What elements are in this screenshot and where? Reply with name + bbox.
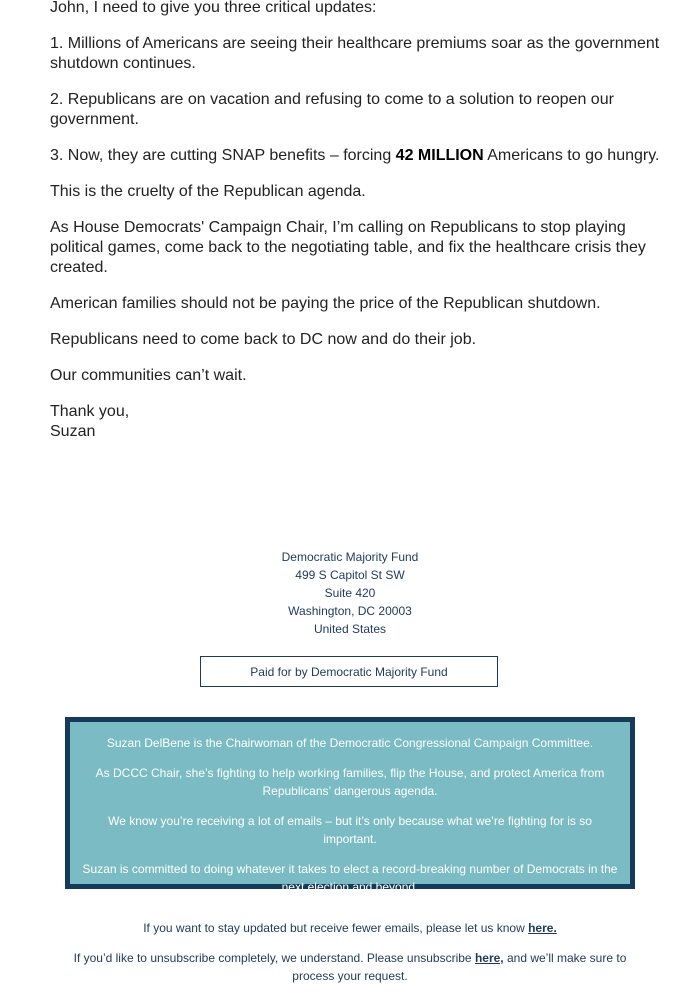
disclaimer-box [65,717,635,894]
snap-count-highlight: 42 MILLION [395,147,484,164]
unsubscribe-text: If you’d like to unsubscribe completely, we understand. Please unsubscribe [73,951,475,965]
unsubscribe-text-end: and we’ll make sure to process your request. [292,951,627,983]
thanks-line: Thank you, [50,403,130,420]
dc-line: Republicans need to come back to DC now and do their job. [50,331,477,348]
update-3-text: 3. Now, they are cutting SNAP benefits – forcing [50,147,396,164]
update-3-text-end: Americans to go hungry. [483,147,660,164]
unsubscribe-link[interactable]: here, [474,951,504,965]
campaign-chair-paragraph: As House Democrats' Campaign Chair, I’m calling on Republicans to stop playing political games, come back to the negotiating table, and fix the healthcare crisis they created. [50,219,646,276]
update-1: 1. Millions of Americans are seeing their healthcare premiums soar as the government shutdown continues. [50,35,660,72]
update-2: 2. Republicans are on vacation and refusing to come to a solution to reopen our government. [50,91,614,128]
unsubscribe-notice [60,949,640,985]
address-city: Washington, DC 20003 [288,604,412,618]
disclaimer-chairwoman: Suzan DelBene is the Chairwoman of the Democratic Congressional Campaign Committee. [106,736,594,750]
fewer-emails-text: If you want to stay updated but receive fewer emails, please let us know [143,921,529,935]
mailing-address [0,548,700,638]
update-3 [50,146,660,166]
disclaimer-fighting: As DCCC Chair, she’s fighting to help working families, flip the House, and protect America from Republicans’ dangerous agenda. [95,766,605,798]
cruelty-line: This is the cruelty of the Republican agenda. [50,183,366,200]
signature: Suzan [50,423,96,440]
address-country: United States [313,622,387,636]
address-org: Democratic Majority Fund [281,550,419,564]
fewer-emails-link[interactable]: here. [528,921,557,935]
greeting: John, I need to give you three critical updates: [50,0,377,16]
address-suite: Suite 420 [324,586,376,600]
disclaimer-emails: We know you’re receiving a lot of emails – but it’s only because what we’re fighting for is so important. [108,814,592,846]
signoff [50,402,660,442]
email-body [50,0,660,458]
fewer-emails-notice [60,919,640,937]
paid-for-box: Paid for by Democratic Majority Fund [200,656,498,687]
communities-line: Our communities can’t wait. [50,367,247,384]
address-street: 499 S Capitol St SW [295,568,405,582]
disclaimer-committed: Suzan is committed to doing whatever it takes to elect a record-breaking number of Democrats in the next election and beyond. [82,862,618,894]
families-line: American families should not be paying the price of the Republican shutdown. [50,295,601,312]
